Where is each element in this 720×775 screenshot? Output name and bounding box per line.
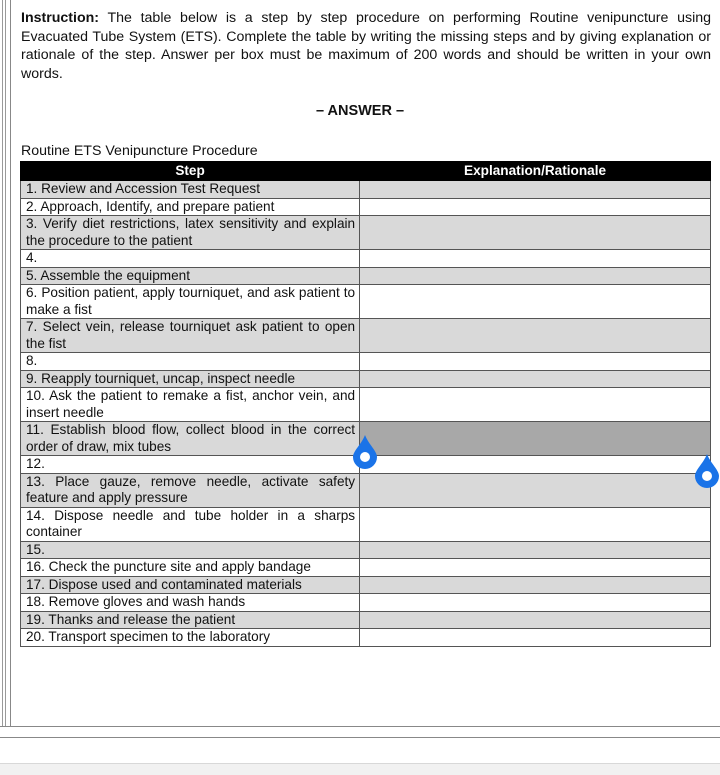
table-row (21, 285, 711, 319)
step-cell: 10. Ask the patient to remake a fist, anchor vein, and insert needle (21, 388, 360, 422)
explanation-cell[interactable] (360, 216, 711, 250)
step-cell: 20. Transport specimen to the laboratory (21, 629, 360, 647)
instruction-text: The table below is a step by step procedure on performing Routine venipuncture using Evacuated Tube System (ETS). Complete the table by writing the missing steps and by giving explanation or rationale of the step. Answer per box must be maximum of 200 words and should be written in your own words. (21, 10, 711, 82)
column-header-explanation: Explanation/Rationale (360, 162, 711, 181)
step-cell[interactable]: 15. (21, 541, 360, 559)
step-cell: 19. Thanks and release the patient (21, 611, 360, 629)
step-cell: 5. Assemble the equipment (21, 267, 360, 285)
table-row (21, 576, 711, 594)
table-row (21, 473, 711, 507)
table-row (21, 181, 711, 199)
table-row (21, 319, 711, 353)
step-cell[interactable]: 4. (21, 250, 360, 268)
explanation-cell[interactable] (360, 198, 711, 216)
table-row (21, 198, 711, 216)
table-row (21, 370, 711, 388)
step-cell[interactable]: 12. (21, 456, 360, 474)
explanation-cell[interactable] (360, 370, 711, 388)
explanation-cell[interactable] (360, 611, 711, 629)
step-cell: 1. Review and Accession Test Request (21, 181, 360, 199)
procedure-table (20, 161, 711, 647)
table-caption: Routine ETS Venipuncture Procedure (21, 143, 258, 159)
step-cell: 13. Place gauze, remove needle, activate safety feature and apply pressure (21, 473, 360, 507)
explanation-cell[interactable] (360, 285, 711, 319)
explanation-cell[interactable] (360, 250, 711, 268)
explanation-cell[interactable] (360, 541, 711, 559)
table-row (21, 353, 711, 371)
step-cell: 7. Select vein, release tourniquet ask patient to open the fist (21, 319, 360, 353)
step-cell: 3. Verify diet restrictions, latex sensitivity and explain the procedure to the patient (21, 216, 360, 250)
bottom-strip (0, 763, 720, 775)
column-header-step: Step (21, 162, 360, 181)
explanation-cell[interactable] (360, 559, 711, 577)
instruction-label: Instruction: (21, 10, 100, 26)
selection-start-handle-icon[interactable] (352, 435, 378, 469)
explanation-cell[interactable] (360, 353, 711, 371)
explanation-cell[interactable] (360, 456, 711, 474)
step-cell: 11. Establish blood flow, collect blood in the correct order of draw, mix tubes (21, 422, 360, 456)
explanation-cell[interactable] (360, 507, 711, 541)
answer-heading: – ANSWER – (315, 103, 405, 119)
table-row (21, 250, 711, 268)
table-row (21, 388, 711, 422)
table-header-row (21, 162, 711, 181)
step-cell: 17. Dispose used and contaminated materials (21, 576, 360, 594)
table-row (21, 216, 711, 250)
explanation-cell[interactable] (360, 388, 711, 422)
step-cell: 9. Reapply tourniquet, uncap, inspect needle (21, 370, 360, 388)
explanation-cell-selected[interactable] (360, 422, 711, 456)
table-row (21, 594, 711, 612)
step-cell[interactable]: 8. (21, 353, 360, 371)
explanation-cell[interactable] (360, 576, 711, 594)
page-frame-bottom (0, 726, 720, 738)
explanation-cell[interactable] (360, 629, 711, 647)
table-row (21, 629, 711, 647)
table-row (21, 507, 711, 541)
step-cell: 2. Approach, Identify, and prepare patient (21, 198, 360, 216)
step-cell: 18. Remove gloves and wash hands (21, 594, 360, 612)
step-cell: 16. Check the puncture site and apply bandage (21, 559, 360, 577)
table-row (21, 559, 711, 577)
explanation-cell[interactable] (360, 594, 711, 612)
step-cell: 14. Dispose needle and tube holder in a sharps container (21, 507, 360, 541)
explanation-cell[interactable] (360, 473, 711, 507)
table-row (21, 541, 711, 559)
table-row (21, 611, 711, 629)
table-row (21, 267, 711, 285)
explanation-cell[interactable] (360, 181, 711, 199)
explanation-cell[interactable] (360, 267, 711, 285)
instruction-paragraph (21, 9, 711, 83)
explanation-cell[interactable] (360, 319, 711, 353)
selection-end-handle-icon[interactable] (694, 454, 720, 488)
step-cell: 6. Position patient, apply tourniquet, and ask patient to make a fist (21, 285, 360, 319)
